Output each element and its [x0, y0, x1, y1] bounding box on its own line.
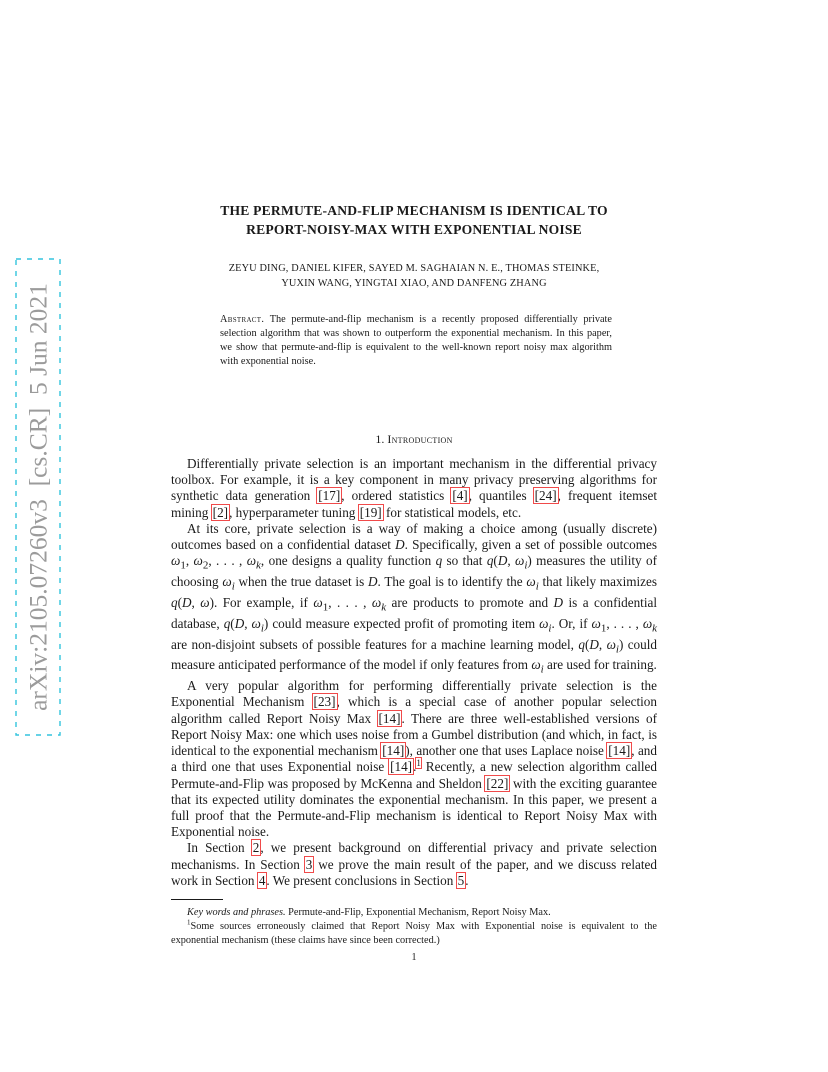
abstract-label: Abstract. — [220, 314, 265, 325]
arxiv-identifier-stamp[interactable] — [14, 258, 62, 736]
footnote-1 — [171, 920, 657, 948]
citation-link[interactable]: [23] — [313, 694, 336, 710]
footnote-divider — [171, 899, 223, 900]
keywords-footnote — [171, 906, 657, 920]
footnote-1-text: Some sources erroneously claimed that Report Noisy Max with Exponential noise is equivalent to the exponential mechanism (these claims have since been corrected.) — [171, 921, 657, 946]
keywords-label: Key words and phrases. — [187, 907, 286, 918]
paragraph: A very popular algorithm for performing differentially private selection is the Exponential Mechanism [23], which is a special case of another popular selection algorithm called Report Noisy Max [14]. There are three well-established versions of Report Noisy Max: one which uses noise from a Gumbel distribution (and which, in fact, is identical to the exponential mechanism [14]), another one that uses Laplace noise [14], and a third one that uses Exponential noise [14].$^1$ Recently, a new selection algorithm called Permute-and-Flip was proposed by McKenna and Sheldon [22] with the exciting guarantee that its expected utility dominates the exponential mechanism. In this paper, we present a full proof that the Permute-and-Flip mechanism is identical to Report Noisy Max with Exponential noise. — [171, 678, 657, 840]
paragraph: In Section 2, we present background on differential privacy and private selection mechanisms. In Section 3 we prove the main result of the paper, and we discuss related work in Section 4. We present conclusions in Section 5. — [171, 840, 658, 888]
section-link[interactable]: 2 — [252, 840, 260, 856]
footnote-link[interactable]: 1 — [416, 757, 421, 768]
section-link[interactable]: 5 — [457, 872, 465, 888]
citation-link[interactable]: [14] — [382, 743, 405, 759]
footnotes — [171, 906, 657, 948]
abstract-text: The permute-and-flip mechanism is a recently proposed differentially private selection algorithm that was shown to outperform the exponential mechanism. In this paper, we show that permute-and-flip is equivalent to the well-known report noisy max algorithm with exponential noise. — [220, 314, 612, 367]
citation-link[interactable]: [14] — [378, 710, 401, 726]
paragraph: At its core, private selection is a way of making a choice among (usually discrete) outcomes based on a confidential dataset D. Specifically, given a set of possible outcomes $\omega_1$, $\omega_2$, . . . , $\omega_k$, one designs a quality function q so that q(D, $\omega_i$) measures the utility of choosing $\omega_i$ when the true dataset is D. The goal is to identify the $\omega_i$ that likely maximizes q(D, ω). For example, if $\omega_1$, . . . , $\omega_k$ are products to promote and D is a confidential database, q(D, $\omega_i$) could measure expected profit of promoting item $\omega_i$. Or, if $\omega_1$, . . . , $\omega_k$ are non-disjoint subsets of possible features for a machine learning model, q(D, $\omega_i$) could measure anticipated performance of the model if only features from $\omega_i$ are used for training. — [171, 520, 658, 677]
abstract — [220, 313, 612, 369]
section-number: 1. — [375, 432, 385, 446]
citation-link[interactable]: [17] — [318, 488, 341, 504]
title-line-2: REPORT-NOISY-MAX WITH EXPONENTIAL NOISE — [246, 222, 582, 237]
citation-link[interactable]: [14] — [608, 743, 631, 759]
page-number: 1 — [411, 952, 417, 963]
paper-title — [170, 201, 658, 239]
authors-line-2: YUXIN WANG, YINGTAI XIAO, AND DANFENG ZHANG — [281, 277, 547, 289]
citation-link[interactable]: [2] — [212, 504, 229, 520]
section-heading-introduction — [170, 432, 658, 447]
title-line-1: THE PERMUTE-AND-FLIP MECHANISM IS IDENTICAL TO — [220, 203, 608, 218]
citation-link[interactable]: [19] — [359, 504, 382, 520]
paragraph: Differentially private selection is an important mechanism in the differential privacy toolbox. For example, it is a key component in many privacy preserving algorithms for synthetic data generation [17], ordered statistics [4], quantiles [24], frequent itemset mining [2], hyperparameter tuning [19] for statistical models, etc. — [171, 456, 657, 520]
keywords-text: Permute-and-Flip, Exponential Mechanism, Report Noisy Max. — [288, 907, 551, 918]
citation-link[interactable]: [22] — [486, 775, 509, 791]
arxiv-stamp-text: arXiv:2105.07260v3 [cs.CR] 5 Jun 2021 — [23, 283, 53, 711]
citation-link[interactable]: [14] — [390, 759, 413, 775]
section-link[interactable]: 3 — [305, 856, 313, 872]
section-link[interactable]: 4 — [258, 872, 266, 888]
citation-link[interactable]: [24] — [534, 488, 557, 504]
footnote-1-mark: 1 — [187, 918, 191, 927]
section-title: Introduction — [387, 432, 453, 446]
authors-line-1: ZEYU DING, DANIEL KIFER, SAYED M. SAGHAIAN N. E., THOMAS STEINKE, — [228, 263, 600, 274]
author-list — [170, 262, 658, 291]
citation-link[interactable]: [4] — [452, 488, 468, 504]
introduction-body — [171, 456, 657, 889]
